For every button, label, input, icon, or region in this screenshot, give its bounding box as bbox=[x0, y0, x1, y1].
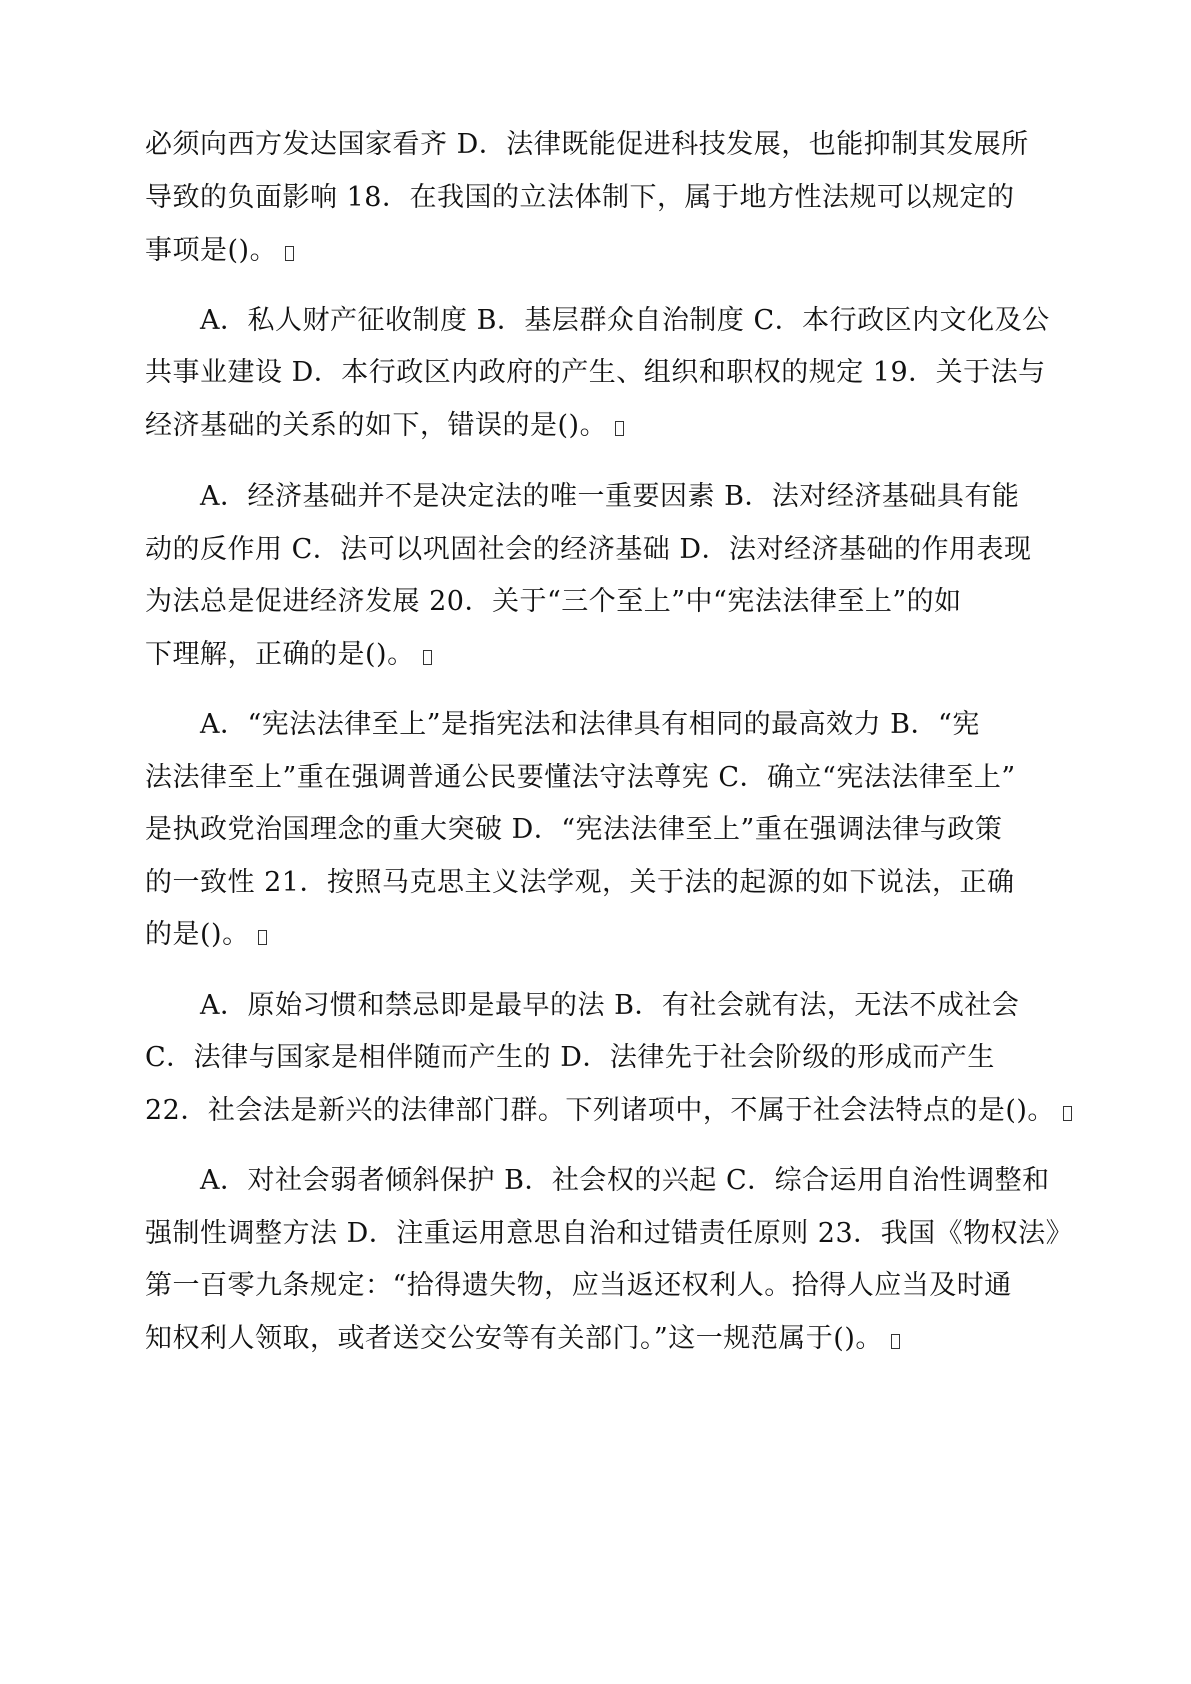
text-line-content: 经济基础的关系的如下，错误的是()。 bbox=[145, 410, 608, 441]
text-line: C．法律与国家是相伴随而产生的 D．法律先于社会阶级的形成而产生 bbox=[145, 1042, 995, 1073]
text-line: 必须向西方发达国家看齐 D．法律既能促进科技发展，也能抑制其发展所 bbox=[145, 129, 1029, 160]
line-end-mark-icon bbox=[258, 930, 267, 945]
text-line bbox=[145, 409, 624, 443]
text-line-content: 事项是()。 bbox=[145, 235, 278, 266]
text-line: A．对社会弱者倾斜保护 B．社会权的兴起 C．综合运用自治性调整和 bbox=[200, 1165, 1050, 1196]
text-line: 第一百零九条规定：“拾得遗失物，应当返还权利人。拾得人应当及时通 bbox=[145, 1270, 1012, 1301]
line-end-mark-icon bbox=[423, 650, 432, 665]
line-end-mark-icon bbox=[285, 246, 294, 261]
text-line: 是执政党治国理念的重大突破 D．“宪法法律至上”重在强调法律与政策 bbox=[145, 814, 1003, 845]
text-line-content: 知权利人领取，或者送交公安等有关部门。”这一规范属于()。 bbox=[145, 1323, 883, 1354]
line-end-mark-icon bbox=[1063, 1106, 1072, 1121]
text-line-content: 22．社会法是新兴的法律部门群。下列诸项中，不属于社会法特点的是()。 bbox=[145, 1095, 1055, 1126]
text-line: 动的反作用 C．法可以巩固社会的经济基础 D．法对经济基础的作用表现 bbox=[145, 534, 1032, 565]
text-line: A．原始习惯和禁忌即是最早的法 B．有社会就有法，无法不成社会 bbox=[200, 990, 1020, 1021]
text-line: A．经济基础并不是决定法的唯一重要因素 B．法对经济基础具有能 bbox=[200, 481, 1020, 512]
text-line: 强制性调整方法 D．注重运用意思自治和过错责任原则 23．我国《物权法》 bbox=[145, 1218, 1074, 1249]
text-line: A．私人财产征收制度 B．基层群众自治制度 C．本行政区内文化及公 bbox=[200, 305, 1050, 336]
text-line: 法法律至上”重在强调普通公民要懂法守法尊宪 C．确立“宪法法律至上” bbox=[145, 762, 1016, 793]
line-end-mark-icon bbox=[615, 421, 624, 436]
text-line-content: 的是()。 bbox=[145, 919, 250, 950]
text-line bbox=[145, 918, 267, 952]
text-line bbox=[145, 234, 294, 268]
text-line: 导致的负面影响 18．在我国的立法体制下，属于地方性法规可以规定的 bbox=[145, 182, 1015, 213]
text-line: 的一致性 21．按照马克思主义法学观，关于法的起源的如下说法，正确 bbox=[145, 867, 1015, 898]
text-line-content: 下理解，正确的是()。 bbox=[145, 639, 415, 670]
text-line bbox=[145, 1094, 1072, 1128]
text-line: A．“宪法法律至上”是指宪法和法律具有相同的最高效力 B．“宪 bbox=[200, 709, 980, 740]
text-line: 共事业建设 D．本行政区内政府的产生、组织和职权的规定 19．关于法与 bbox=[145, 357, 1046, 388]
line-end-mark-icon bbox=[891, 1334, 900, 1349]
text-line bbox=[145, 1322, 900, 1356]
text-line bbox=[145, 638, 432, 672]
text-line: 为法总是促进经济发展 20．关于“三个至上”中“宪法法律至上”的如 bbox=[145, 586, 962, 617]
